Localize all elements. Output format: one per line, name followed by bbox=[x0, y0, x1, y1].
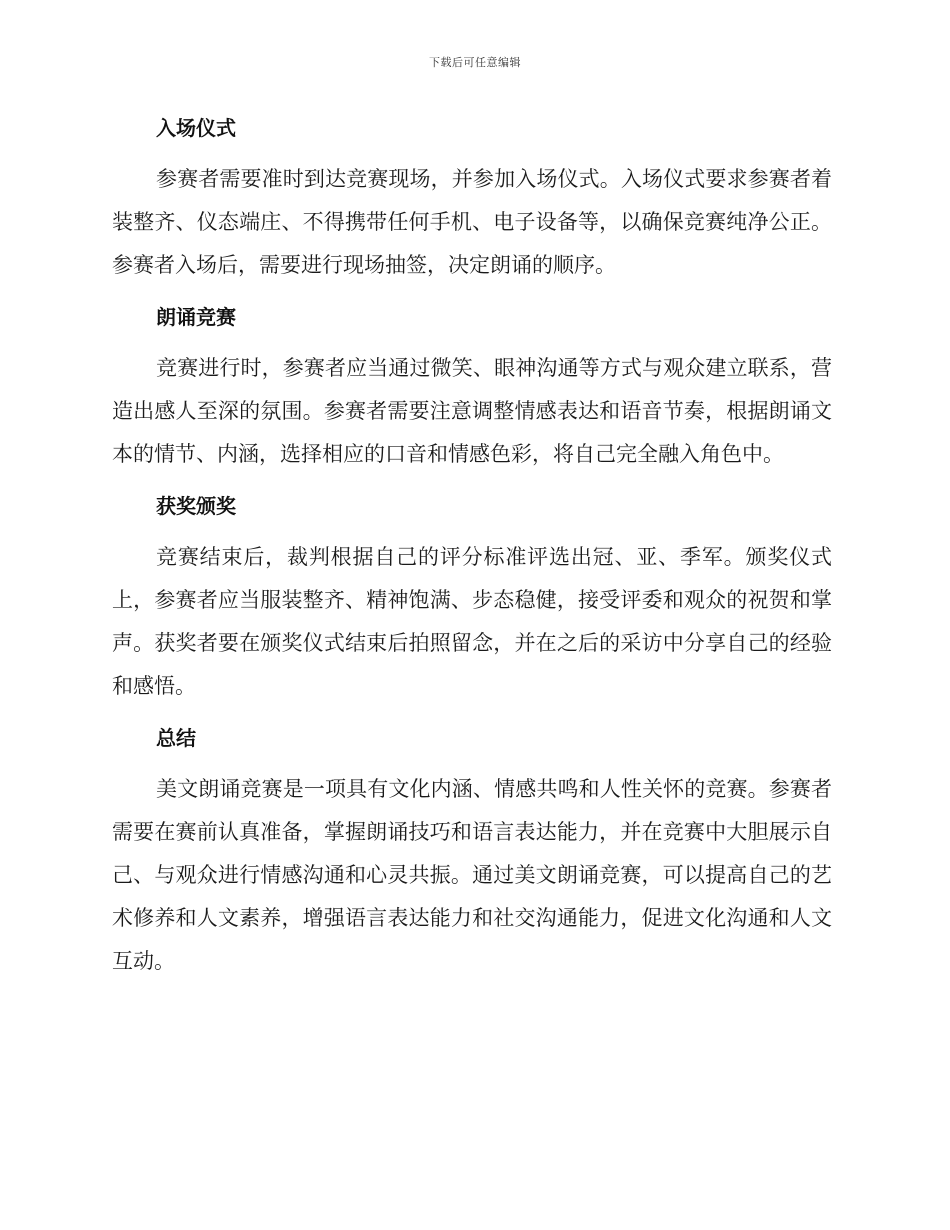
section-heading: 入场仪式 bbox=[156, 116, 236, 140]
section-award-ceremony bbox=[112, 486, 832, 708]
document-body bbox=[112, 108, 832, 993]
page-header: 下载后可任意编辑 bbox=[429, 56, 521, 69]
section-paragraph: 竞赛进行时，参赛者应当通过微笑、眼神沟通等方式与观众建立联系，营造出感人至深的氛围。参赛者需要注意调整情感表达和语音节奏，根据朗诵文本的情节、内涵，选择相应的口音和情感色彩，将自己完全融入角色中。 bbox=[112, 356, 832, 466]
section-heading: 朗诵竞赛 bbox=[156, 305, 236, 329]
section-heading: 总结 bbox=[156, 726, 196, 750]
section-paragraph: 美文朗诵竞赛是一项具有文化内涵、情感共鸣和人性关怀的竞赛。参赛者需要在赛前认真准备，掌握朗诵技巧和语言表达能力，并在竞赛中大胆展示自己、与观众进行情感沟通和心灵共振。通过美文朗诵竞赛，可以提高自己的艺术修养和人文素养，增强语言表达能力和社交沟通能力，促进文化沟通和人文互动。 bbox=[112, 777, 832, 973]
section-heading: 获奖颁奖 bbox=[156, 494, 236, 518]
section-summary bbox=[112, 718, 832, 983]
section-entrance-ceremony bbox=[112, 108, 832, 287]
section-paragraph: 参赛者需要准时到达竞赛现场，并参加入场仪式。入场仪式要求参赛者着装整齐、仪态端庄、不得携带任何手机、电子设备等，以确保竞赛纯净公正。参赛者入场后，需要进行现场抽签，决定朗诵的顺序。 bbox=[112, 167, 832, 277]
section-recitation-competition bbox=[112, 297, 832, 476]
section-paragraph: 竞赛结束后，裁判根据自己的评分标准评选出冠、亚、季军。颁奖仪式上，参赛者应当服装整齐、精神饱满、步态稳健，接受评委和观众的祝贺和掌声。获奖者要在颁奖仪式结束后拍照留念，并在之后的采访中分享自己的经验和感悟。 bbox=[112, 545, 832, 698]
